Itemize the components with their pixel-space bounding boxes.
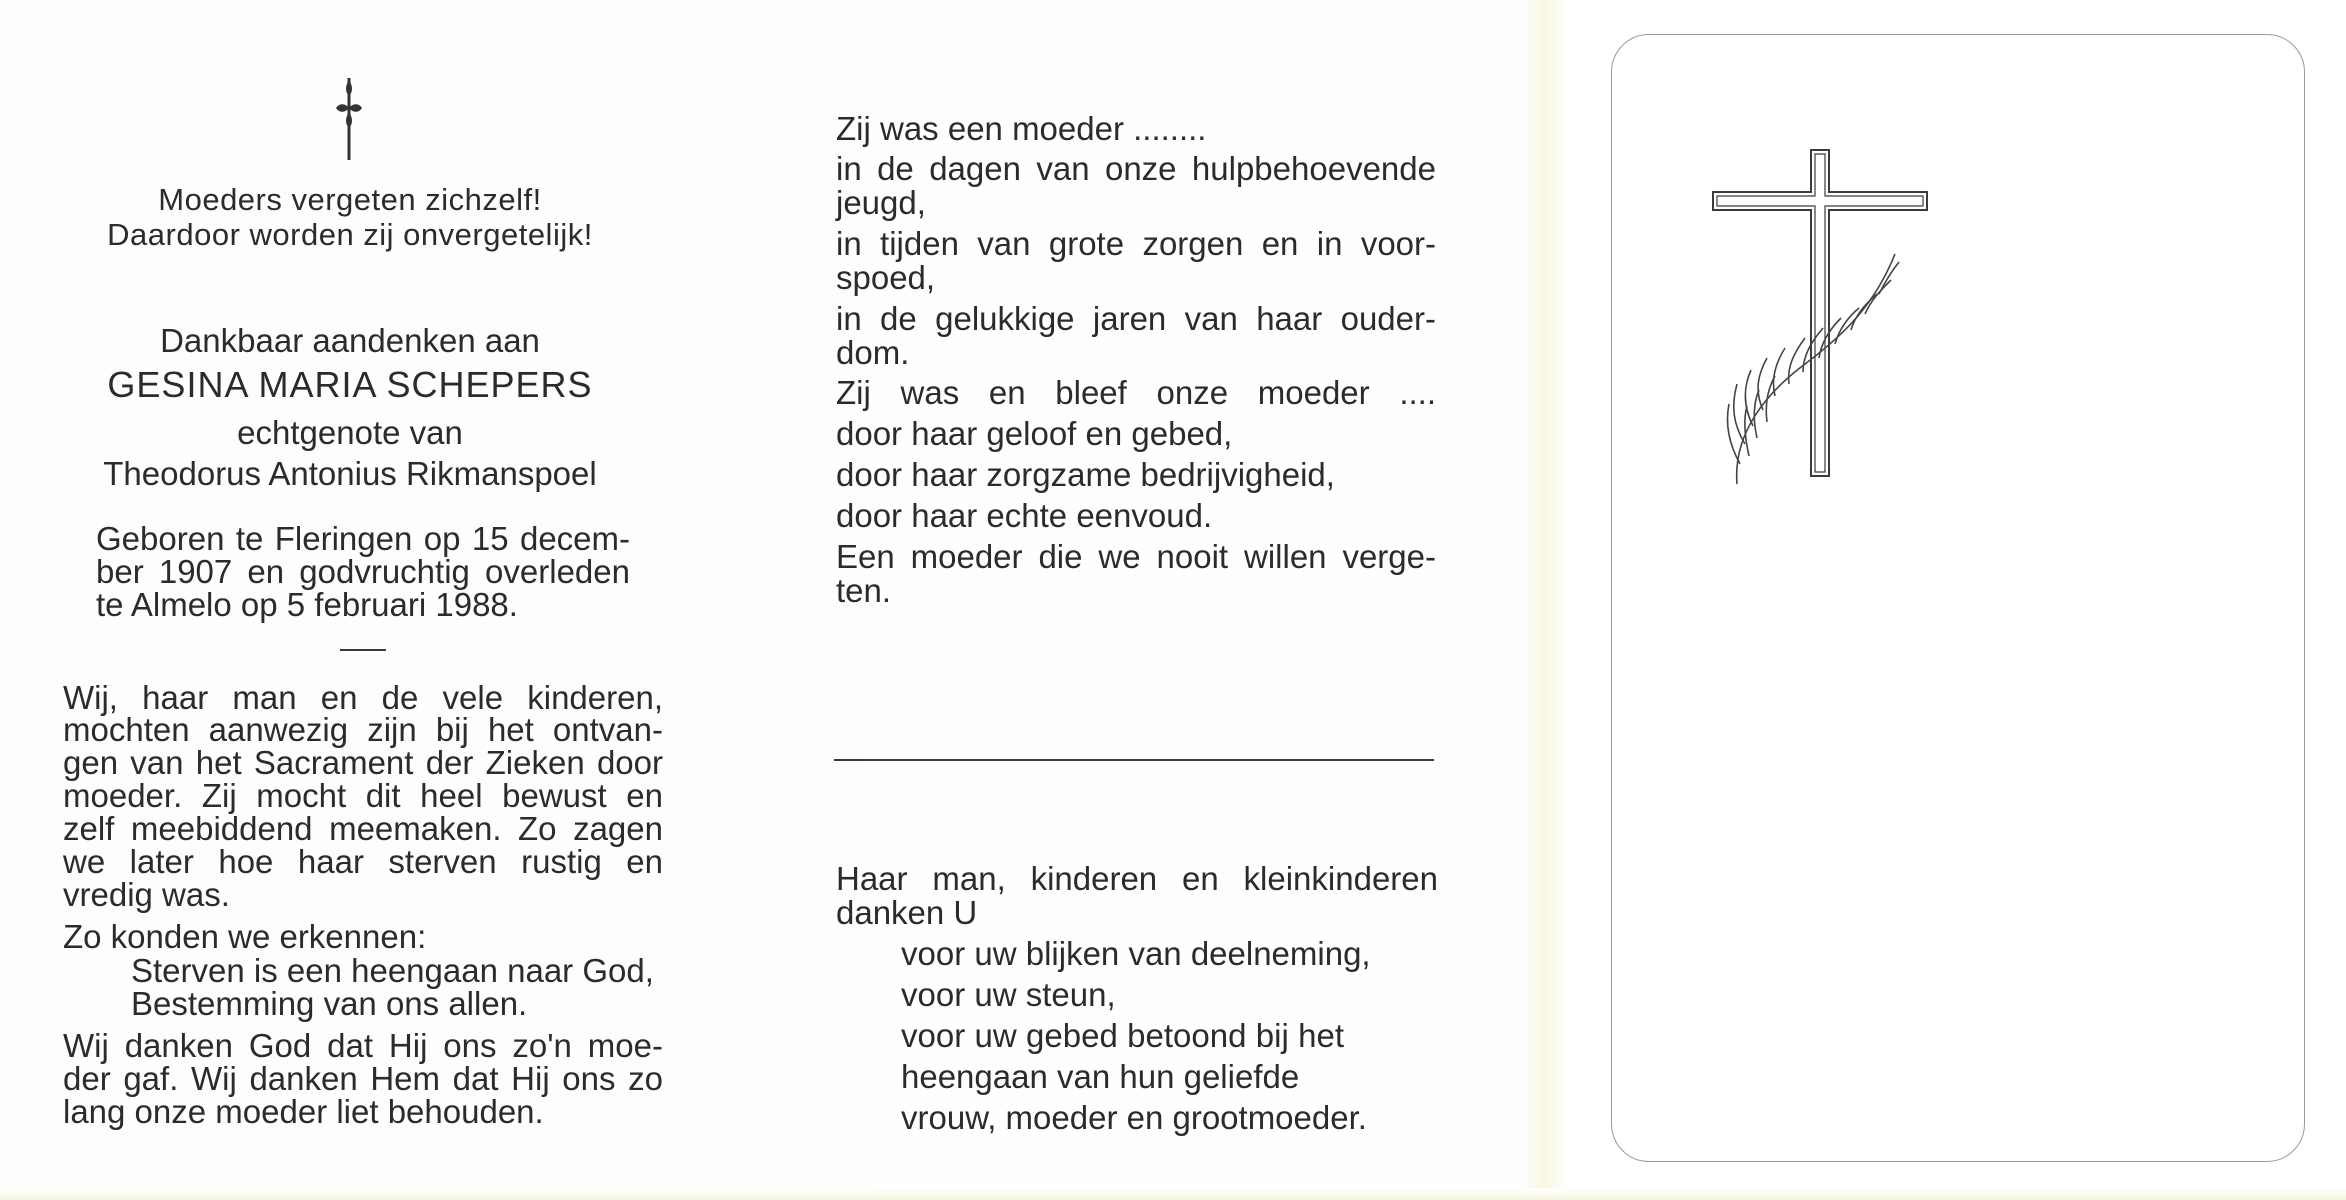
poem-line-7: dom. [836,334,910,371]
paragraph-1-line-4: moeder. Zij mocht dit heel bewust en [63,777,663,814]
poem-line-1: Zij was een moeder ........ [836,110,1207,147]
small-cross-icon [332,76,366,162]
paragraph-1-line-6: we later hoe haar sterven rustig en [63,843,663,880]
card-middle-panel [836,0,1527,1200]
thanks-intro-line-1: Haar man, kinderen en kleinkinderen [836,860,1438,897]
spouse-label: echtgenote van [237,414,463,451]
paragraph-3-line-1: Wij danken God dat Hij ons zo'n moe- [63,1027,663,1064]
poem-line-4: in tijden van grote zorgen en in voor- [836,225,1436,262]
motto-line-1: Moeders vergeten zichzelf! [158,182,542,217]
poem-line-5: spoed, [836,259,936,296]
paragraph-1-line-7: vredig was. [63,876,230,913]
page-bottom-edge [0,1188,2346,1200]
paragraph-3-line-3: lang onze moeder liet behouden. [63,1093,544,1130]
poem-line-9: door haar geloof en gebed, [836,415,1233,452]
paragraph-1-line-2: mochten aanwezig zijn bij het ontvan- [63,711,663,748]
thanks-list-item-2: voor uw steun, [901,976,1116,1013]
card-fold [1527,0,1567,1200]
thanks-list-item-5: vrouw, moeder en grootmoeder. [901,1099,1367,1136]
poem-line-13: ten. [836,572,892,609]
motto-line-2: Daardoor worden zij onvergetelijk! [107,217,593,252]
spouse-name: Theodorus Antonius Rikmanspoel [103,455,597,492]
paragraph-1-line-3: gen van het Sacrament der Zieken door [63,744,663,781]
poem-line-2: in de dagen van onze hulpbehoevende [836,150,1436,187]
cross-with-palm-icon [1705,144,1945,494]
poem-line-3: jeugd, [836,184,926,221]
paragraph-1-line-1: Wij, haar man en de vele kinderen, [63,679,663,716]
birth-death-line-2: ber 1907 en godvruchtig overleden [96,553,630,590]
quote-line-1: Sterven is een heengaan naar God, [131,952,654,989]
poem-line-8: Zij was en bleef onze moeder .... [836,374,1436,411]
paragraph-1-line-5: zelf meebiddend meemaken. Zo zagen [63,810,663,847]
long-divider [834,759,1434,761]
paragraph-2-intro: Zo konden we erkennen: [63,918,427,955]
poem-line-6: in de gelukkige jaren van haar ouder- [836,300,1436,337]
card-left-panel [0,0,866,1200]
thanks-list-item-4: heengaan van hun geliefde [901,1058,1300,1095]
birth-death-line-1: Geboren te Fleringen op 15 decem- [96,520,630,557]
paragraph-3-line-2: der gaf. Wij danken Hem dat Hij ons zo [63,1060,663,1097]
thanks-intro-line-2: danken U [836,894,978,931]
poem-line-12: Een moeder die we nooit willen verge- [836,538,1436,575]
poem-line-11: door haar echte eenvoud. [836,497,1213,534]
poem-line-10: door haar zorgzame bedrijvigheid, [836,456,1335,493]
short-divider [340,649,386,651]
thanks-list-item-3: voor uw gebed betoond bij het [901,1017,1344,1054]
birth-death-line-3: te Almelo op 5 februari 1988. [96,586,518,623]
deceased-name: GESINA MARIA SCHEPERS [107,364,593,405]
quote-line-2: Bestemming van ons allen. [131,985,528,1022]
dedication-text: Dankbaar aandenken aan [160,322,540,359]
card-right-panel [1567,0,2346,1200]
thanks-list-item-1: voor uw blijken van deelneming, [901,935,1371,972]
